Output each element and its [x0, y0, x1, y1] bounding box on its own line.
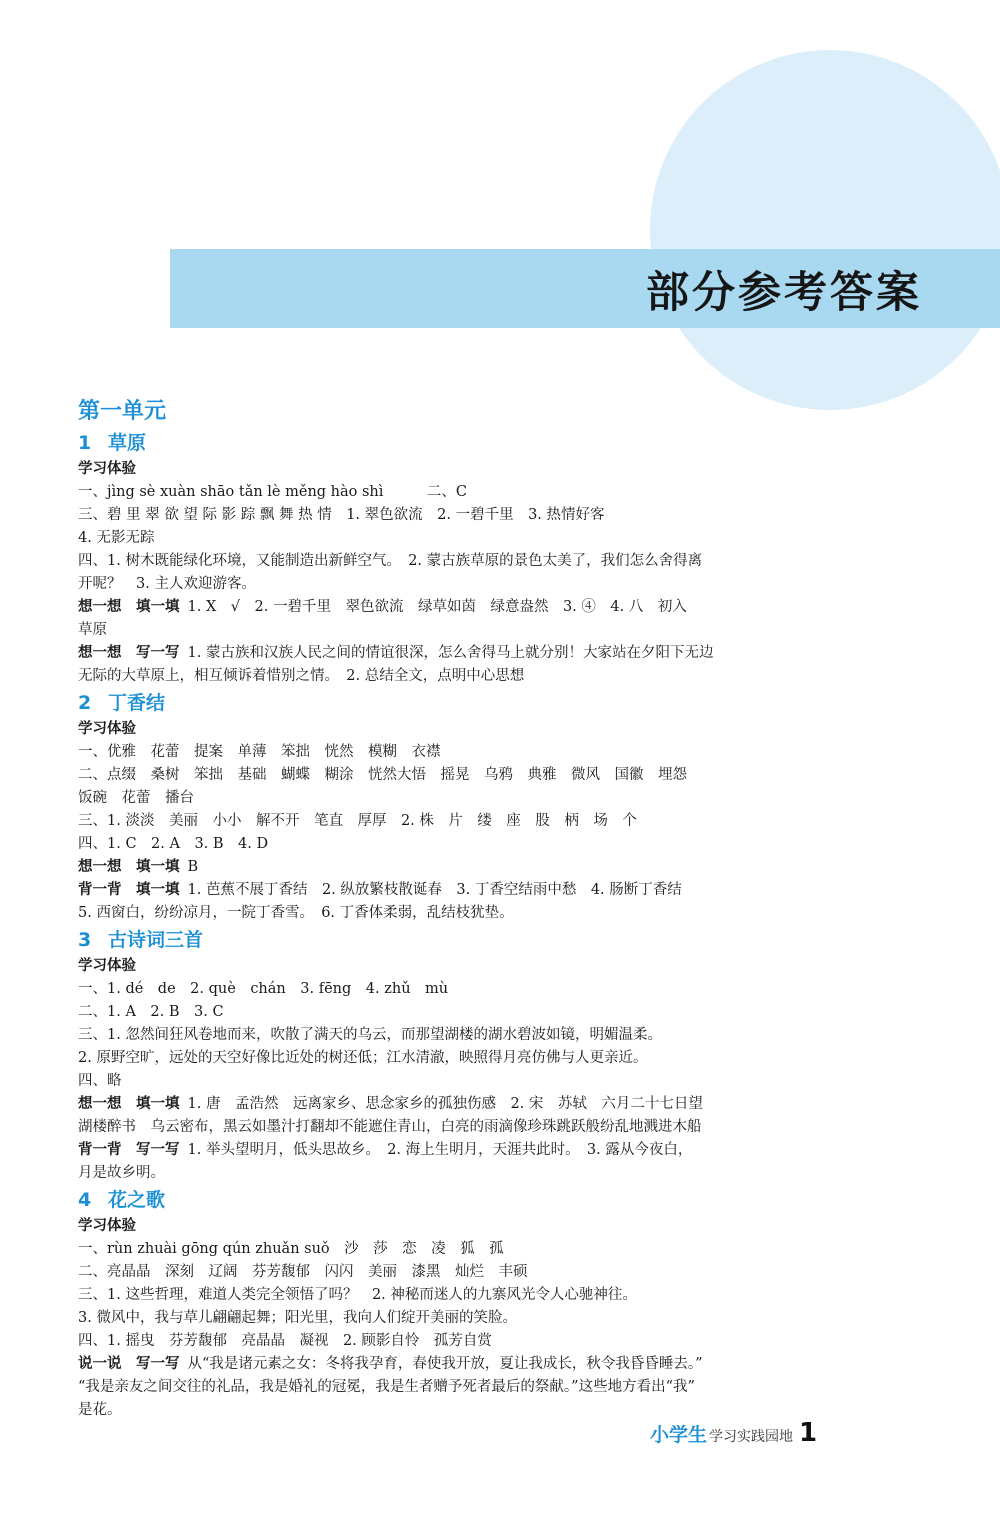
answer-text: 月是故乡明。: [78, 1165, 165, 1181]
answer-text: 1. 蒙古族和汉族人民之间的情谊很深，怎么舍得马上就分别！大家站在夕阳下无边: [187, 645, 714, 661]
section-heading: 学习体验: [78, 461, 136, 477]
section-heading: 学习体验: [78, 958, 136, 974]
lesson-title: [78, 1185, 878, 1215]
answer-text: 1. X √ 2. 一碧千里 翠色欲流 绿草如茵 绿意盎然 3. ④ 4. 八 初入: [187, 599, 687, 615]
answer-text: 湖楼醉书 乌云密布，黑云如墨汁打翻却不能遮住青山，白亮的雨滴像珍珠跳跃般纷乱地溅进木船: [78, 1119, 702, 1135]
exercise-label: 背一背 写一写: [78, 1142, 180, 1158]
answer-line: [78, 1284, 878, 1307]
answer-text: 二、1. A 2. B 3. C: [78, 1004, 224, 1020]
lesson-title-text: 古诗词三首: [108, 929, 204, 951]
answer-text: 开呢？ 3. 主人欢迎游客。: [78, 576, 256, 592]
exercise-label: 想一想 填一填: [78, 1096, 180, 1112]
lesson-title: [78, 925, 878, 955]
lesson-block: [78, 925, 878, 1185]
answer-line: [78, 787, 878, 810]
lesson-title-text: 丁香结: [108, 692, 166, 714]
lesson-block: [78, 1185, 878, 1422]
answer-text: 一、jìng sè xuàn shāo tǎn lè měng hào shì 二、C: [78, 484, 468, 500]
answer-line: [78, 527, 878, 550]
answer-line: [78, 978, 878, 1001]
answer-content: [78, 396, 878, 1422]
answer-line: [78, 1353, 878, 1376]
answer-text: 饭碗 花蕾 播台: [78, 790, 194, 806]
footer-subtitle: 学习实践园地: [709, 1429, 794, 1445]
lesson-list: [78, 428, 878, 1422]
answer-text: 2. 原野空旷，远处的天空好像比近处的树还低；江水清澈，映照得月亮仿佛与人更亲近。: [78, 1050, 648, 1066]
lesson-title-text: 花之歌: [108, 1189, 166, 1211]
exercise-label: 说一说 写一写: [78, 1356, 180, 1372]
lesson-number: 2: [78, 692, 92, 714]
answer-text: 4. 无影无踪: [78, 530, 155, 546]
page-title: 部分参考答案: [646, 268, 922, 318]
answer-line: [78, 1116, 878, 1139]
answer-line: [78, 879, 878, 902]
exercise-label: 背一背 填一填: [78, 882, 180, 898]
answer-line: [78, 1330, 878, 1353]
answer-line: [78, 764, 878, 787]
answer-line: [78, 619, 878, 642]
answer-line: [78, 1001, 878, 1024]
answer-text: 1. 唐 孟浩然 远离家乡、思念家乡的孤独伤感 2. 宋 苏轼 六月二十七日望: [187, 1096, 703, 1112]
title-banner: [170, 249, 1000, 328]
answer-text: 三、碧 里 翠 欲 望 际 影 踪 飘 舞 热 情 1. 翠色欲流 2. 一碧千里 3. 热情好客: [78, 507, 605, 523]
answer-text: 从“我是诸元素之女：冬将我孕育，春使我开放，夏让我成长，秋令我昏昏睡去。”: [187, 1356, 703, 1372]
answer-text: 是花。: [78, 1402, 122, 1418]
answer-line: [78, 596, 878, 619]
answer-text: 三、1. 忽然间狂风卷地而来，吹散了满天的乌云，而那望湖楼的湖水碧波如镜，明媚温柔。: [78, 1027, 662, 1043]
decorative-circle: [650, 50, 1000, 410]
answer-text: 四、1. C 2. A 3. B 4. D: [78, 836, 269, 852]
answer-text: 一、1. dé de 2. què chán 3. fēng 4. zhǔ mù: [78, 981, 449, 997]
lesson-title: [78, 688, 878, 718]
answer-line: [78, 1047, 878, 1070]
answer-text: B: [187, 859, 199, 875]
answer-text: 1. 芭蕉不展丁香结 2. 纵放繁枝散诞春 3. 丁香空结雨中愁 4. 肠断丁香结: [187, 882, 682, 898]
answer-text: 3. 微风中，我与草儿翩翩起舞；阳光里，我向人们绽开美丽的笑脸。: [78, 1310, 517, 1326]
exercise-label: 想一想 填一填: [78, 599, 180, 615]
answer-text: 无际的大草原上，相互倾诉着惜别之情。 2. 总结全文，点明中心思想: [78, 668, 525, 684]
lesson-block: [78, 688, 878, 925]
answer-text: 5. 西窗白，纷纷凉月，一院丁香雪。 6. 丁香体柔弱，乱结枝犹垫。: [78, 905, 514, 921]
section-heading: 学习体验: [78, 721, 136, 737]
answer-line: [78, 1093, 878, 1116]
answer-line: [78, 573, 878, 596]
answer-text: 四、1. 摇曳 芬芳馥郁 亮晶晶 凝视 2. 顾影自怜 孤芳自赏: [78, 1333, 492, 1349]
answer-line: [78, 1070, 878, 1093]
exercise-label: 想一想 填一填: [78, 859, 180, 875]
lesson-title-text: 草原: [108, 432, 147, 454]
answer-text: 二、亮晶晶 深刻 辽阔 芬芳馥郁 闪闪 美丽 漆黑 灿烂 丰硕: [78, 1264, 528, 1280]
lesson-number: 4: [78, 1189, 92, 1211]
answer-text: 草原: [78, 622, 107, 638]
answer-line: [78, 481, 878, 504]
lesson-title: [78, 428, 878, 458]
answer-line: [78, 741, 878, 764]
answer-line: [78, 833, 878, 856]
answer-text: 一、rùn zhuài gōng qún zhuǎn suǒ 沙 莎 恋 凌 狐 孤: [78, 1241, 504, 1257]
page-number: 1: [799, 1418, 818, 1448]
answer-text: “我是亲友之间交往的礼品，我是婚礼的冠冕，我是生者赠予死者最后的祭献。”这些地方看出“我”: [78, 1379, 695, 1395]
answer-line: [78, 1162, 878, 1185]
lesson-block: [78, 428, 878, 688]
answer-line: [78, 1238, 878, 1261]
answer-text: 1. 举头望明月，低头思故乡。 2. 海上生明月，天涯共此时。 3. 露从今夜白，: [187, 1142, 693, 1158]
lesson-number: 3: [78, 929, 92, 951]
answer-line: [78, 504, 878, 527]
footer-brand-name: 小学生: [650, 1424, 708, 1446]
section-heading: 学习体验: [78, 1218, 136, 1234]
answer-line: [78, 1139, 878, 1162]
exercise-label: 想一想 写一写: [78, 645, 180, 661]
answer-text: 二、点缀 桑树 笨拙 基础 蝴蝶 糊涂 恍然大悟 摇晃 乌鸦 典雅 微风 国徽 埋怨: [78, 767, 687, 783]
unit-title: 第一单元: [78, 399, 167, 424]
answer-text: 三、1. 淡淡 美丽 小小 解不开 笔直 厚厚 2. 株 片 缕 座 股 柄 场 个: [78, 813, 637, 829]
answer-line: [78, 1376, 878, 1399]
answer-text: 四、略: [78, 1073, 122, 1089]
answer-line: [78, 856, 878, 879]
answer-text: 一、优雅 花蕾 提案 单薄 笨拙 恍然 模糊 衣襟: [78, 744, 441, 760]
answer-text: 四、1. 树木既能绿化环境，又能制造出新鲜空气。 2. 蒙古族草原的景色太美了，我们怎么舍得离: [78, 553, 703, 569]
footer-brand: [650, 1418, 950, 1448]
answer-line: [78, 1024, 878, 1047]
answer-line: [78, 902, 878, 925]
answer-line: [78, 642, 878, 665]
answer-text: 三、1. 这些哲理，难道人类完全领悟了吗？ 2. 神秘而迷人的九寨风光令人心驰神往。: [78, 1287, 637, 1303]
answer-line: [78, 665, 878, 688]
answer-line: [78, 810, 878, 833]
answer-line: [78, 1307, 878, 1330]
lesson-number: 1: [78, 432, 92, 454]
answer-line: [78, 1261, 878, 1284]
answer-line: [78, 550, 878, 573]
